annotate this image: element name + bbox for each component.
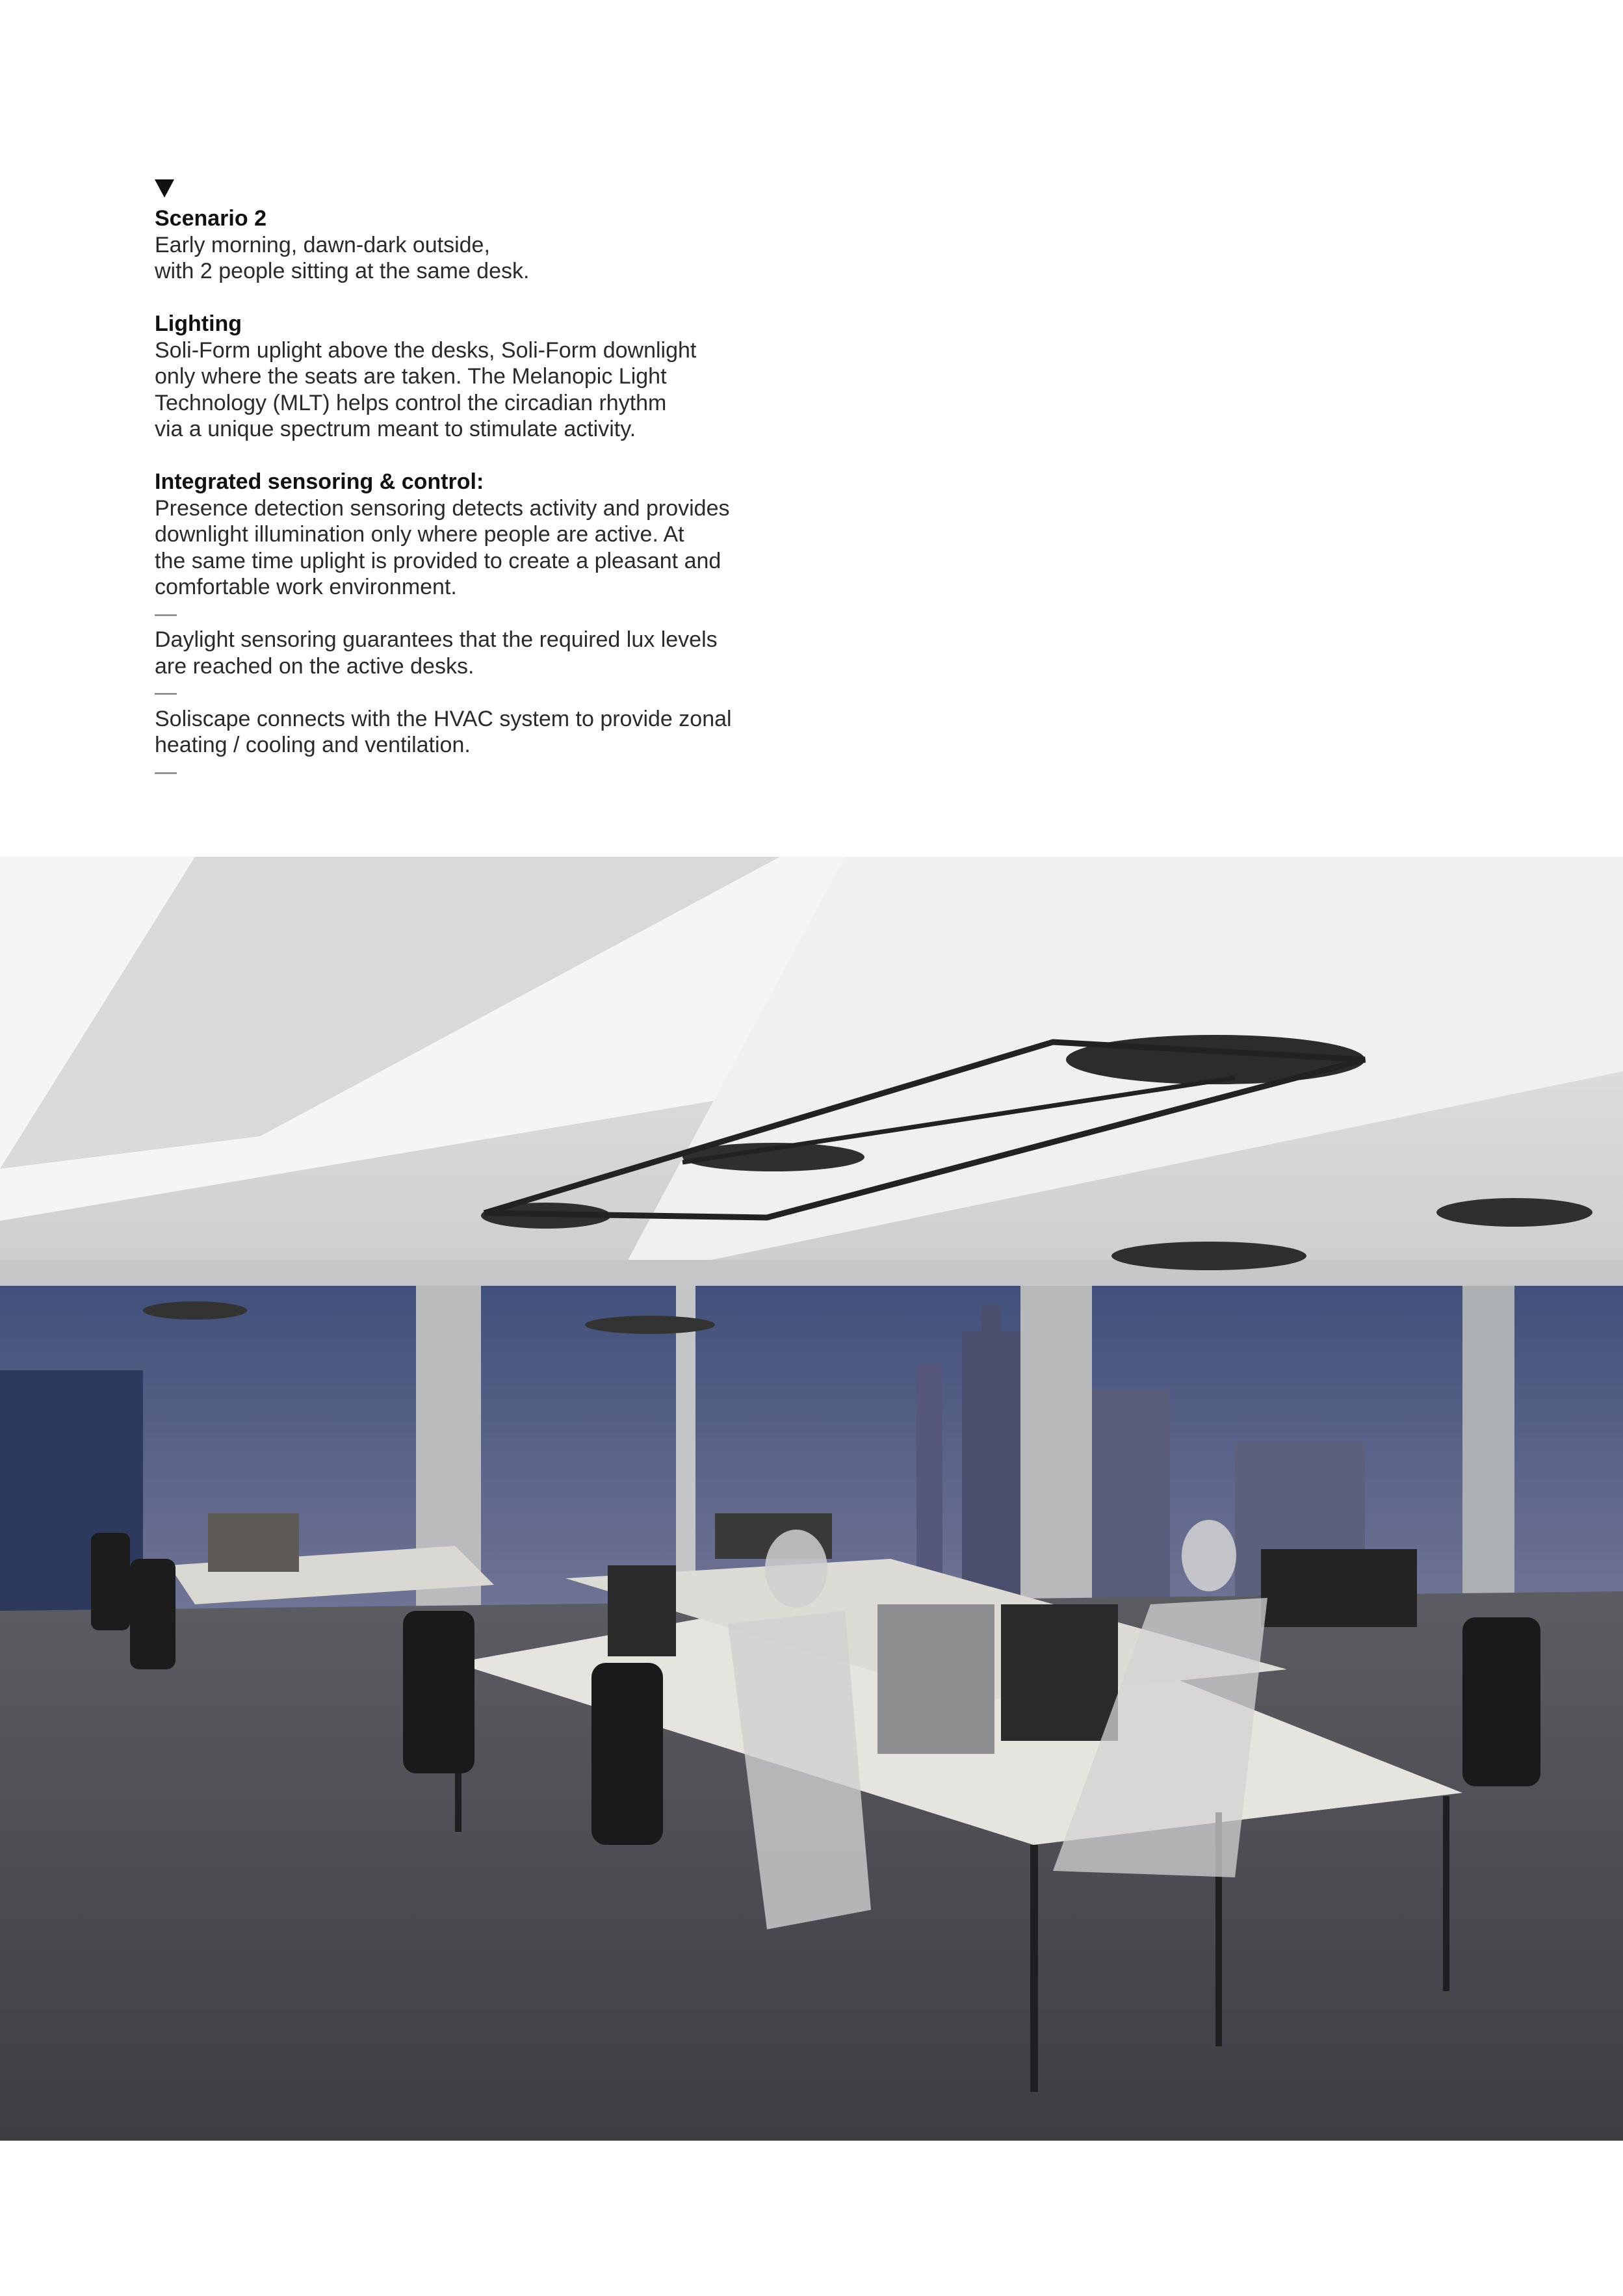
office-rendering-image — [0, 857, 1623, 2141]
lighting-heading: Lighting — [155, 311, 242, 336]
daylight-line-1: Daylight sensoring guarantees that the required lux levels — [155, 627, 718, 652]
daylight-line-2: are reached on the active desks. — [155, 653, 474, 679]
text-column — [155, 179, 831, 785]
office-photo — [0, 857, 1623, 2141]
control-heading: Integrated sensoring & control: — [155, 469, 484, 494]
presence-line-1: Presence detection sensoring detects activity and provides — [155, 495, 730, 521]
scenario-heading: Scenario 2 — [155, 206, 266, 231]
hvac-line-2: heating / cooling and ventilation. — [155, 733, 471, 757]
presence-line-4: comfortable work environment. — [155, 575, 457, 599]
lighting-line-4: via a unique spectrum meant to stimulate activity. — [155, 417, 636, 441]
lighting-line-2: only where the seats are taken. The Melanopic Light — [155, 364, 667, 389]
triangle-down-icon — [155, 179, 174, 198]
hvac-line-1: Soliscape connects with the HVAC system to provide zonal — [155, 706, 732, 731]
scenario-line-1: Early morning, dawn-dark outside, — [155, 232, 490, 257]
lighting-line-1: Soli-Form uplight above the desks, Soli-Form downlight — [155, 337, 697, 363]
scenario-line-2: with 2 people sitting at the same desk. — [155, 259, 530, 283]
separator-2: — — [155, 680, 177, 705]
presence-line-3: the same time uplight is provided to create a pleasant and — [155, 548, 721, 573]
presence-line-2: downlight illumination only where people are active. At — [155, 522, 684, 547]
separator-3: — — [155, 759, 177, 784]
separator-1: — — [155, 601, 177, 626]
lighting-line-3: Technology (MLT) helps control the circadian rhythm — [155, 390, 667, 415]
